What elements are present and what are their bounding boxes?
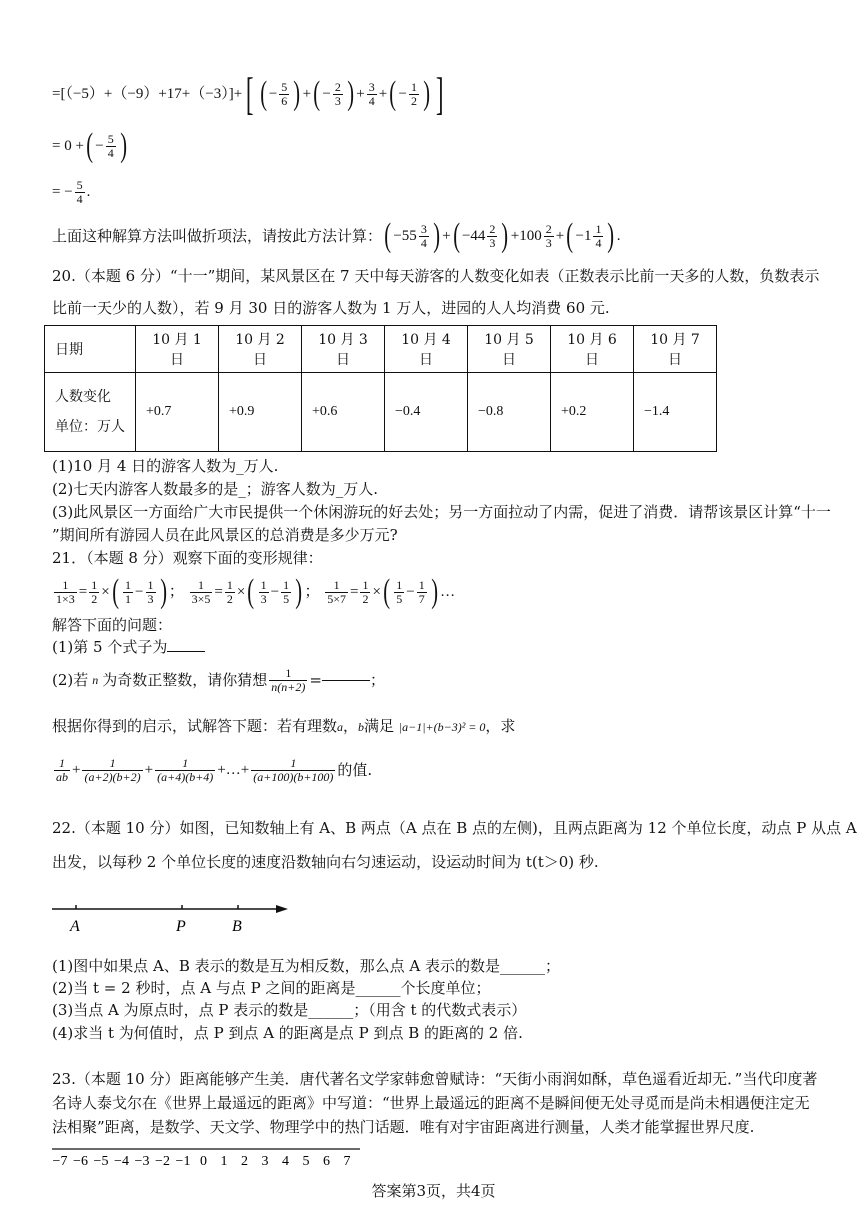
tick-label: 2 — [241, 1154, 248, 1167]
calc-instruction: 上面这种解算方法叫做折项法，请按此方法计算： ( −55 $\frac{3}{4}$ ) + ( −44 $\frac{2}{3}$ ) + 100 $\frac{2}{3}$ + ( −1 $\frac{1}{4}$ ) . — [52, 217, 621, 254]
table-cell: +0.9 — [219, 373, 302, 452]
fraction: $\frac{1}{2}$ — [410, 79, 417, 108]
table-cell: +0.6 — [302, 373, 385, 452]
q20-sub-3b: ”期间所有游园人员在此风景区的总消费是多少万元? — [52, 526, 398, 544]
calc-line-1: =[（−5）+（−9）+17+（−3）]+ [ ( − $\frac{5}{6}$ ) + ( − $\frac{2}{3}$ ) + $\frac{3}{4}$ + ( − $\frac{1}{2}$ ) ] — [52, 68, 444, 119]
q22-line-2: 出发，以每秒 2 个单位长度的速度沿数轴向右匀速运动，设运动时间为 t(t＞0) 秒. — [52, 853, 599, 871]
q23-line-2: 名诗人泰戈尔在《世界上最遥远的距离》中写道：“世界上最遥远的距离不是瞬间便无处寻觅而是尚未相遇便注定无 — [52, 1094, 810, 1112]
fraction: $\frac{5}{4}$ — [107, 131, 114, 160]
label-b: B — [232, 918, 242, 935]
tick-label: 1 — [220, 1154, 228, 1167]
q20-sub-3a: (3)此风景区一方面给广大市民提供一个休闲游玩的好去处；另一方面拉动了内需，促进了消费．请帮该景区计算“十一 — [52, 503, 831, 521]
tick-label: 5 — [302, 1154, 310, 1167]
q22-sub-3: (3)当点 A 为原点时，点 P 表示的数是______；（用含 t 的代数式表示） — [52, 1001, 527, 1019]
table-cell: 10 月 2 日 — [219, 326, 302, 373]
q21-series: $\frac{1}{ab}$ + $\frac{1}{(a+2)(b+2)}$ + $\frac{1}{(a+4)(b+4)}$ +…+ $\frac{1}{(a+100)(b+100)}$ 的值. — [56, 755, 373, 784]
table-cell: 10 月 3 日 — [302, 326, 385, 373]
answer-blank[interactable] — [322, 680, 370, 681]
tick-label: 7 — [343, 1154, 351, 1167]
tick-label: −6 — [73, 1154, 88, 1167]
calc-line-3: = − $\frac{5}{4}$ . — [52, 177, 91, 206]
answer-blank[interactable] — [167, 651, 205, 652]
q23-line-3: 法相聚”距离，是数学、天文学、物理学中的热门话题．唯有对宇宙距离进行测量，人类才能掌握世界尺度. — [52, 1118, 755, 1136]
q21-examples: $\frac{1}{1\times 3}$ = $\frac{1}{2}$ × ( $\frac{1}{1}$ − $\frac{1}{3}$ ) ； $\frac{1}{3\times 5}$ = $\frac{1}{2}$ × ( $\frac{1}{3}$ − $\frac{1}{5}$ ) ； $\frac{1}{5\times 7}$ = $\frac{1}{2}$ × ( $\frac{1}{5}$ − $\frac{1}{7}$ ) … — [56, 573, 456, 610]
q20-table — [44, 325, 717, 452]
number-line-apb — [52, 895, 312, 939]
q20-line-1: 20.（本题 6 分）“十一”期间，某风景区在 7 天中每天游客的人数变化如表（正数表示比前一天多的人数，负数表示 — [52, 267, 820, 285]
tick-label: −7 — [52, 1154, 68, 1167]
q20-sub-2: (2)七天内游客人数最多的是_；游客人数为_万人. — [52, 480, 379, 498]
q20-line-2: 比前一天少的人数），若 9 月 30 日的游客人数为 1 万人，进园的人人均消费 60 元. — [52, 299, 610, 317]
tick-label: 4 — [282, 1154, 289, 1167]
tick-label: −1 — [175, 1154, 191, 1167]
calc-line-2: = 0 + ( − $\frac{5}{4}$ ) — [52, 127, 127, 164]
calc-line-1-sum: =[（−5）+（−9）+17+（−3）]+ — [52, 86, 243, 102]
label-a: A — [70, 918, 80, 935]
q22-sub-2: (2)当 t = 2 秒时，点 A 与点 P 之间的距离是______个长度单位； — [52, 979, 491, 997]
fraction: $\frac{5}{6}$ — [281, 79, 288, 108]
number-line-integers — [48, 1143, 368, 1167]
tick-label: 6 — [323, 1154, 330, 1167]
table-cell: 10 月 4 日 — [385, 326, 468, 373]
label-p: P — [176, 918, 186, 935]
table-cell: +0.2 — [551, 373, 634, 452]
table-cell: −1.4 — [634, 373, 717, 452]
tick-labels — [53, 1154, 351, 1167]
table-cell: 10 月 5 日 — [468, 326, 551, 373]
calc-task: ( −55 $\frac{3}{4}$ ) + ( −44 $\frac{2}{3}$ ) + 100 $\frac{2}{3}$ + ( −1 $\frac{1}{4}$ ) . — [384, 217, 621, 254]
table-cell: +0.7 — [136, 373, 219, 452]
fraction: $\frac{3}{4}$ — [368, 79, 375, 108]
q22-sub-4: (4)求当 t 为何值时，点 P 到点 A 的距离是点 P 到点 B 的距离的 2 倍. — [52, 1024, 523, 1042]
table-cell: 10 月 6 日 — [551, 326, 634, 373]
table-cell: 日期 — [45, 326, 136, 373]
table-cell: −0.8 — [468, 373, 551, 452]
tick-label: −3 — [134, 1154, 150, 1167]
q21-head: 21．（本题 8 分）观察下面的变形规律： — [52, 549, 323, 567]
bracket-close: ] — [436, 68, 444, 119]
fraction: $\frac{5}{4}$ — [76, 177, 83, 206]
page-footer: 答案第3页，共4页 — [371, 1182, 496, 1200]
tick-label: −2 — [155, 1154, 170, 1167]
q22-line-1: 22.（本题 10 分）如图，已知数轴上有 A、B 两点（A 点在 B 点的左侧)，且两点距离为 12 个单位长度，动点 P 从点 A — [52, 819, 857, 837]
q23-line-1: 23.（本题 10 分）距离能够产生美．唐代著名文学家韩愈曾赋诗：“天街小雨润如酥，草色遥看近却无．”当代印度著 — [52, 1070, 818, 1088]
tick-label: −5 — [93, 1154, 109, 1167]
q20-sub-1: (1)10 月 4 日的游客人数为_万人. — [52, 457, 279, 475]
table-row-label: 人数变化 单位：万人 — [45, 373, 136, 452]
tick-label: 3 — [261, 1154, 269, 1167]
table-cell: 10 月 1 日 — [136, 326, 219, 373]
bracket-open: [ — [246, 68, 254, 119]
table-cell: 10 月 7 日 — [634, 326, 717, 373]
q21-answer-head: 解答下面的问题： — [52, 616, 173, 634]
table-cell: −0.4 — [385, 373, 468, 452]
arrow-head — [276, 905, 288, 913]
fraction: $\frac{2}{3}$ — [334, 79, 341, 108]
q21-part-3: 根据你得到的启示，试解答下题：若有理数a，b满足 |a−1|+(b−3)² = 0，求 — [52, 717, 516, 735]
q21-part-1: (1)第 5 个式子为 — [52, 636, 205, 658]
table-row — [45, 373, 717, 452]
tick-label: 0 — [200, 1154, 207, 1167]
tick-label: −4 — [114, 1154, 129, 1167]
table-header-row — [45, 326, 717, 373]
q22-sub-1: (1)图中如果点 A、B 表示的数是互为相反数，那么点 A 表示的数是______； — [52, 957, 561, 975]
q21-part-2: (2)若 n 为奇数正整数，请你猜想 $\frac{1}{n(n+2)}$ = ； — [52, 665, 385, 694]
